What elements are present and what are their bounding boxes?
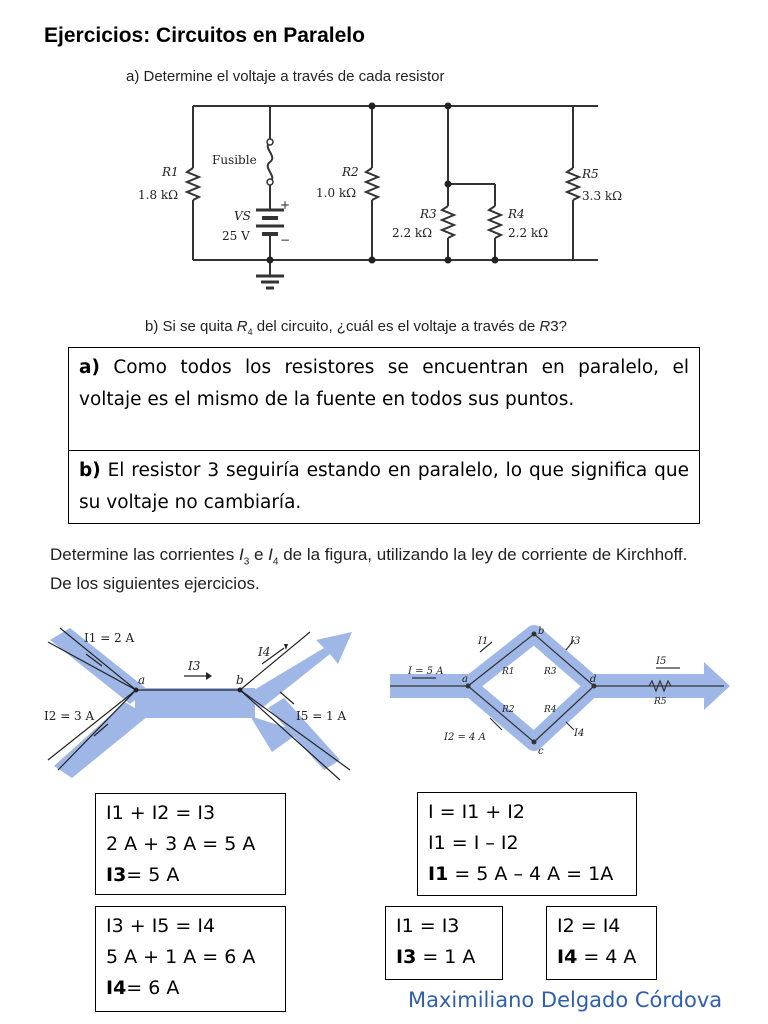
fig1-i3: I3 — [188, 659, 201, 673]
fig1-i5: I5 = 1 A — [296, 709, 347, 723]
answer-b-label: b) — [79, 460, 101, 481]
fig2-r3: R3 — [544, 667, 557, 677]
equation-box-2 — [417, 792, 637, 896]
eq3-line2: 5 A + 1 A = 6 A — [106, 946, 256, 968]
question-b-r3num: 3 — [550, 318, 559, 335]
question-b — [145, 318, 567, 337]
fig1-node-a: a — [138, 673, 146, 687]
equation-box-4 — [385, 906, 503, 980]
fig2-i: I = 5 A — [408, 666, 444, 677]
plus-sign: + — [280, 198, 291, 212]
eq1-line2: 2 A + 3 A = 5 A — [106, 833, 256, 855]
fig2-node-a: a — [462, 674, 468, 685]
r5-value: 3.3 kΩ — [582, 189, 623, 203]
answer-a-label: a) — [79, 357, 100, 378]
eq4-line2 — [396, 942, 502, 973]
fig2-r4: R4 — [544, 705, 557, 715]
fig1-i1: I1 = 2 A — [84, 631, 135, 645]
r3-value: 2.2 kΩ — [392, 226, 433, 240]
kir-pre: Determine las corrientes — [50, 545, 239, 564]
parallel-circuit-diagram — [130, 92, 650, 304]
kir-mid: e — [249, 545, 269, 564]
eq3-line1: I3 + I5 = I4 — [106, 915, 216, 937]
equation-box-3 — [95, 906, 286, 1012]
r1-label: R1 — [162, 165, 179, 179]
kir-i3-sub: 3 — [243, 556, 250, 568]
question-b-sub: 4 — [247, 327, 253, 337]
fig1-i2: I2 = 3 A — [44, 709, 95, 723]
answer-b-cell — [68, 450, 700, 524]
eq2-line3-rest: = 5 A – 4 A = 1A — [448, 863, 614, 885]
fig2-i2: I2 = 4 A — [444, 732, 486, 743]
answer-a-text: Como todos los resistores se encuentran en paralelo, el voltaje es el mismo de la fuente en todos sus puntos. — [79, 357, 689, 410]
fig2-i5: I5 — [656, 656, 667, 667]
fig2-node-b: b — [538, 626, 545, 637]
question-b-mid: del circuito, ¿cuál es el voltaje a través de — [252, 318, 540, 335]
fig2-i3: I3 — [570, 636, 581, 647]
eq3-line3 — [106, 973, 285, 1004]
eq5-line1: I2 = I4 — [557, 915, 621, 937]
eq4-line2-bold: I3 — [396, 946, 417, 968]
r4-label: R4 — [508, 207, 525, 221]
kirchhoff-figure-1 — [40, 620, 370, 790]
fig2-r5: R5 — [654, 697, 667, 707]
kir-post: de la figura, utilizando la ley de corriente de Kirchhoff. De los siguientes ejercicios. — [50, 545, 688, 594]
question-a: a) Determine el voltaje a través de cada resistor — [126, 68, 445, 85]
eq2-line2: I1 = I – I2 — [428, 832, 519, 854]
eq2-line3 — [428, 859, 636, 890]
fig2-node-d: d — [590, 674, 597, 685]
equation-box-1 — [95, 793, 286, 895]
equation-box-5 — [546, 906, 657, 980]
fig2-node-c: c — [538, 746, 544, 757]
r5-label: R5 — [582, 167, 599, 181]
vs-label: VS — [234, 209, 251, 223]
r1-value: 1.8 kΩ — [138, 188, 179, 202]
fig2-i1: I1 — [478, 636, 489, 647]
author-name: Maximiliano Delgado Córdova — [408, 988, 723, 1012]
eq1-line3-rest: = 5 A — [126, 864, 180, 886]
eq2-line1: I = I1 + I2 — [428, 801, 525, 823]
answer-b-text: El resistor 3 seguiría estando en paralelo, lo que significa que su voltaje no cambiaría. — [79, 460, 689, 513]
eq4-line1: I1 = I3 — [396, 915, 460, 937]
kirchhoff-prompt — [50, 544, 690, 595]
vs-value: 25 V — [222, 229, 250, 243]
minus-sign: − — [280, 233, 291, 247]
eq1-line3 — [106, 860, 285, 891]
fig1-i4: I4 — [258, 645, 271, 659]
eq1-line1: I1 + I2 = I3 — [106, 802, 216, 824]
kir-i3: I — [238, 545, 244, 564]
question-b-r: R — [236, 318, 248, 335]
page-title: Ejercicios: Circuitos en Paralelo — [44, 24, 365, 47]
eq3-line3-bold: I4 — [106, 977, 127, 999]
eq2-line3-bold: I1 — [428, 863, 449, 885]
eq5-line2 — [557, 942, 656, 973]
question-b-r3: R — [539, 318, 551, 335]
eq5-line2-rest: = 4 A — [577, 946, 637, 968]
r2-value: 1.0 kΩ — [316, 186, 357, 200]
r3-label: R3 — [420, 207, 437, 221]
fig1-node-b: b — [236, 673, 244, 687]
eq3-line3-rest: = 6 A — [126, 977, 180, 999]
answer-a-cell — [68, 347, 700, 451]
eq1-line3-bold: I3 — [106, 864, 127, 886]
fig2-i4: I4 — [574, 728, 585, 739]
question-b-pre: b) Si se quita — [145, 318, 237, 335]
fig2-r2: R2 — [502, 705, 515, 715]
r4-value: 2.2 kΩ — [508, 226, 549, 240]
kir-i4-sub: 4 — [272, 556, 279, 568]
r2-label: R2 — [342, 165, 359, 179]
eq5-line2-bold: I4 — [557, 946, 578, 968]
question-b-end: ? — [558, 318, 567, 335]
kir-i4: I — [268, 545, 273, 564]
kirchhoff-figure-2 — [384, 622, 734, 762]
fuse-label: Fusible — [212, 153, 257, 167]
eq4-line2-rest: = 1 A — [416, 946, 476, 968]
fig2-r1: R1 — [502, 667, 515, 677]
